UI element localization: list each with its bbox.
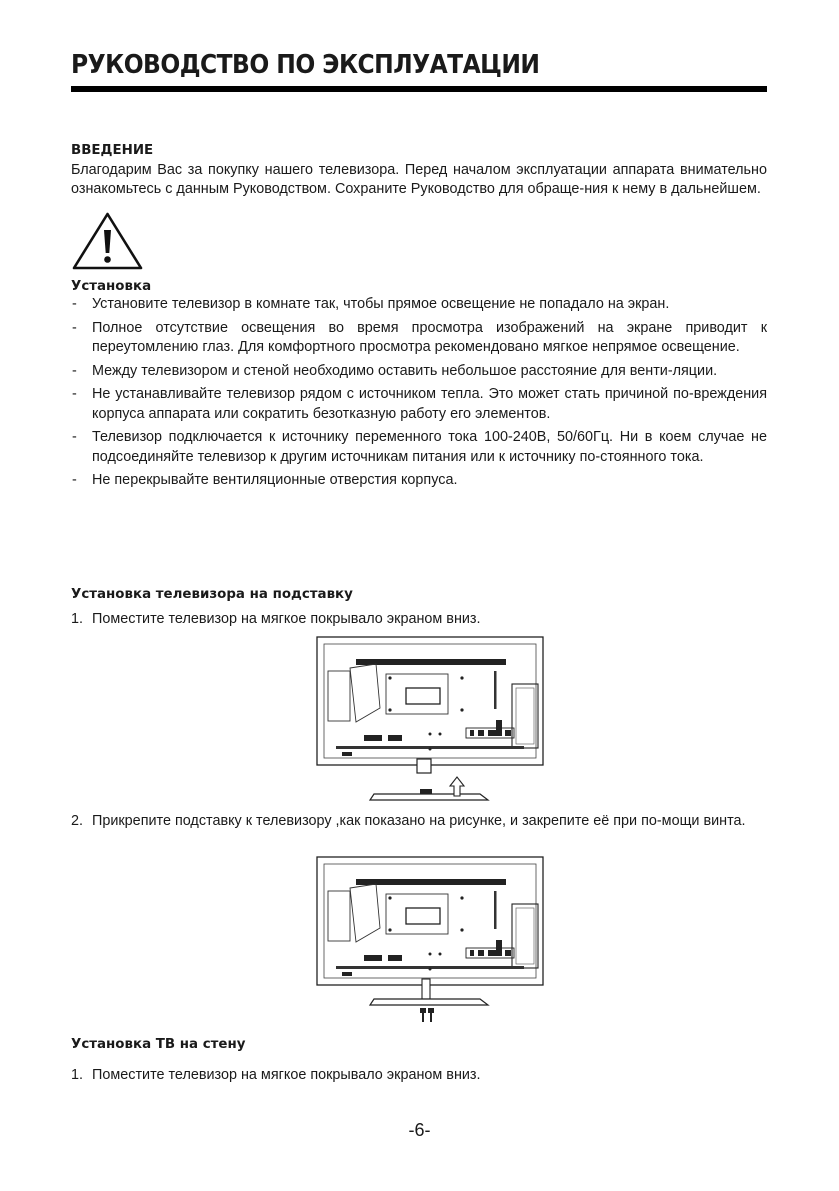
list-item: - Телевизор подключается к источнику переменного тока 100-240В, 50/60Гц. Ни в коем случае не подсоединяйте телевизор к другим источникам питания или к источнику по-стоянного тока. xyxy=(72,429,767,465)
title-rule xyxy=(71,86,767,92)
intro-section xyxy=(71,141,767,200)
arrow-up-icon xyxy=(450,777,464,796)
warning-triangle-icon xyxy=(71,211,144,271)
list-item: - Не устанавливайте телевизор рядом с источником тепла. Это может стать причиной по-вреждения корпуса аппарата или сократить безотказную работу его элементов. xyxy=(72,386,767,422)
tv-back-stand-illustration xyxy=(316,636,544,806)
page-number: -6- xyxy=(408,1120,431,1140)
tv-back-screw-illustration xyxy=(316,856,544,1028)
page-title: РУКОВОДСТВО ПО ЭКСПЛУАТАЦИИ xyxy=(71,50,540,80)
screw-icon xyxy=(420,1008,434,1022)
list-item: - Установите телевизор в комнате так, чтобы прямое освещение не попадало на экран. xyxy=(72,296,670,312)
stand-step-1: 1. Поместите телевизор на мягкое покрывало экраном вниз. xyxy=(71,611,481,627)
installation-list xyxy=(71,295,767,495)
intro-heading: ВВЕДЕНИЕ xyxy=(71,143,154,158)
wall-step-1: 1. Поместите телевизор на мягкое покрывало экраном вниз. xyxy=(71,1067,481,1083)
stand-heading: Установка телевизора на подставку xyxy=(71,587,353,602)
installation-heading: Установка xyxy=(71,279,152,294)
wall-heading: Установка ТВ на стену xyxy=(71,1037,246,1052)
intro-text: Благодарим Вас за покупку нашего телевизора. Перед началом эксплуатации аппарата внимательно ознакомьтесь с данным Руководством. Сохраните Руководство для обраще-ния к нему в дальнейшем. xyxy=(71,161,767,197)
list-item: - Между телевизором и стеной необходимо оставить небольшое расстояние для венти-ляции. xyxy=(72,362,718,379)
stand-step-2: 2. Прикрепите подставку к телевизору ,как показано на рисунке, и закрепите её при по-мощи винта. xyxy=(71,813,746,829)
list-item: - Не перекрывайте вентиляционные отверстия корпуса. xyxy=(72,472,458,488)
list-item: - Полное отсутствие освещения во время просмотра изображений на экране приводит к переутомлению глаз. Для комфортного просмотра рекомендовано мягкое непрямое освещение. xyxy=(72,319,767,355)
